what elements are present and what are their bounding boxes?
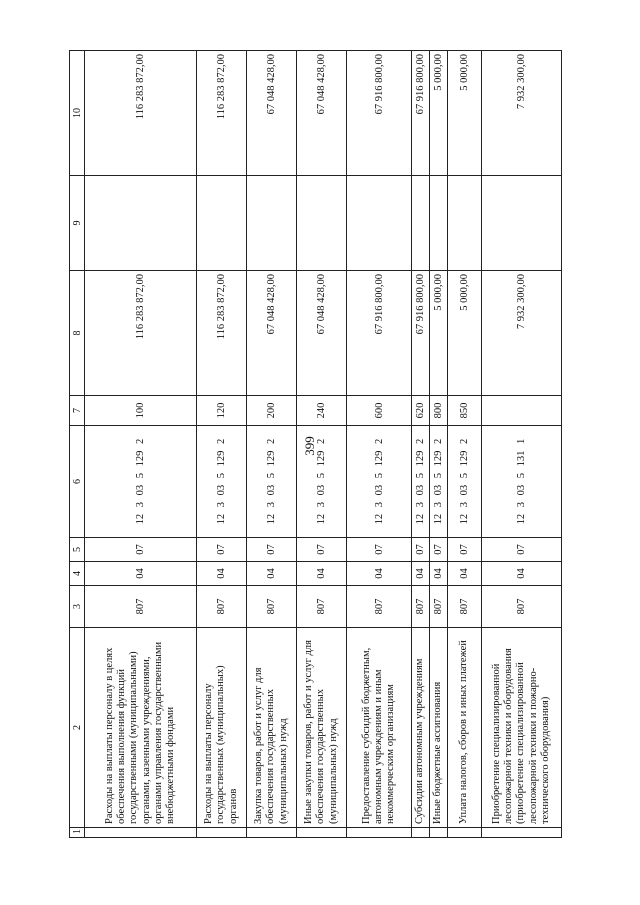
table-row bbox=[347, 51, 412, 838]
budget-table-rotated bbox=[69, 51, 551, 838]
col-header-8: 8 bbox=[70, 271, 85, 396]
cell-target-article: 12 3 03 5 129 2 bbox=[448, 426, 482, 538]
cell-total: 67 916 800,00 bbox=[347, 51, 412, 176]
cell-subsection: 07 bbox=[482, 538, 562, 562]
cell-description: Приобретение специализированной лесопожарной техники и оборудования (приобретение специализированной лесопожарной техники и пожарно-технического оборудования) bbox=[482, 628, 562, 828]
cell-col1 bbox=[197, 828, 247, 838]
table-row bbox=[297, 51, 347, 838]
cell-total: 116 283 872,00 bbox=[85, 51, 197, 176]
cell-ministry: 807 bbox=[448, 586, 482, 628]
cell-ministry: 807 bbox=[197, 586, 247, 628]
cell-total: 5 000,00 bbox=[430, 51, 448, 176]
cell-ministry: 807 bbox=[347, 586, 412, 628]
cell-amount-col9 bbox=[430, 176, 448, 271]
cell-description: Расходы на выплаты персоналу государственных (муниципальных) органов bbox=[197, 628, 247, 828]
table-row bbox=[247, 51, 297, 838]
col-header-1: 1 bbox=[70, 828, 85, 838]
cell-target-article: 12 3 03 5 129 2 bbox=[412, 426, 430, 538]
cell-subsection: 07 bbox=[347, 538, 412, 562]
cell-ministry: 807 bbox=[85, 586, 197, 628]
cell-expense-type: 600 bbox=[347, 396, 412, 426]
cell-col1 bbox=[297, 828, 347, 838]
cell-amount-col9 bbox=[448, 176, 482, 271]
cell-expense-type: 800 bbox=[430, 396, 448, 426]
cell-amount: 67 916 800,00 bbox=[347, 271, 412, 396]
cell-amount: 67 916 800,00 bbox=[412, 271, 430, 396]
cell-amount-col9 bbox=[347, 176, 412, 271]
cell-total: 7 932 300,00 bbox=[482, 51, 562, 176]
cell-amount: 67 048 428,00 bbox=[247, 271, 297, 396]
cell-ministry: 807 bbox=[247, 586, 297, 628]
cell-subsection: 07 bbox=[448, 538, 482, 562]
cell-expense-type: 850 bbox=[448, 396, 482, 426]
cell-section: 04 bbox=[430, 562, 448, 586]
col-header-7: 7 bbox=[70, 396, 85, 426]
cell-col1 bbox=[448, 828, 482, 838]
cell-total: 67 916 800,00 bbox=[412, 51, 430, 176]
cell-amount-col9 bbox=[412, 176, 430, 271]
cell-amount-col9 bbox=[297, 176, 347, 271]
cell-expense-type bbox=[482, 396, 562, 426]
cell-amount: 5 000,00 bbox=[448, 271, 482, 396]
cell-description: Закупка товаров, работ и услуг для обеспечения государственных (муниципальных) нужд bbox=[247, 628, 297, 828]
cell-expense-type: 620 bbox=[412, 396, 430, 426]
col-header-3: 3 bbox=[70, 586, 85, 628]
cell-amount: 67 048 428,00 bbox=[297, 271, 347, 396]
cell-description: Субсидии автономным учреждениям bbox=[412, 628, 430, 828]
cell-amount-col9 bbox=[247, 176, 297, 271]
cell-description: Расходы на выплаты персоналу в целях обеспечения выполнения функций государственными (муниципальными) органами, казенными учреждениями, органами управления государственными внебюджетными фондами bbox=[85, 628, 197, 828]
header-row bbox=[70, 51, 85, 838]
cell-description: Иные бюджетные ассигнования bbox=[430, 628, 448, 828]
cell-target-article: 12 3 03 5 129 2 bbox=[297, 426, 347, 538]
table-row bbox=[448, 51, 482, 838]
col-header-9: 9 bbox=[70, 176, 85, 271]
col-header-2: 2 bbox=[70, 628, 85, 828]
cell-section: 04 bbox=[297, 562, 347, 586]
cell-amount-col9 bbox=[482, 176, 562, 271]
table-row bbox=[197, 51, 247, 838]
cell-section: 04 bbox=[482, 562, 562, 586]
cell-expense-type: 120 bbox=[197, 396, 247, 426]
cell-section: 04 bbox=[412, 562, 430, 586]
budget-table bbox=[69, 50, 562, 838]
cell-total: 5 000,00 bbox=[448, 51, 482, 176]
cell-amount: 5 000,00 bbox=[430, 271, 448, 396]
cell-description: Уплата налогов, сборов и иных платежей bbox=[448, 628, 482, 828]
cell-section: 04 bbox=[85, 562, 197, 586]
cell-col1 bbox=[85, 828, 197, 838]
col-header-5: 5 bbox=[70, 538, 85, 562]
table-row bbox=[482, 51, 562, 838]
cell-amount-col9 bbox=[85, 176, 197, 271]
cell-amount: 116 283 872,00 bbox=[85, 271, 197, 396]
cell-total: 67 048 428,00 bbox=[247, 51, 297, 176]
cell-amount: 7 932 300,00 bbox=[482, 271, 562, 396]
cell-col1 bbox=[347, 828, 412, 838]
cell-target-article: 12 3 03 5 129 2 bbox=[347, 426, 412, 538]
cell-section: 04 bbox=[247, 562, 297, 586]
cell-total: 116 283 872,00 bbox=[197, 51, 247, 176]
cell-expense-type: 240 bbox=[297, 396, 347, 426]
cell-expense-type: 100 bbox=[85, 396, 197, 426]
cell-col1 bbox=[412, 828, 430, 838]
col-header-10: 10 bbox=[70, 51, 85, 176]
col-header-6: 6 bbox=[70, 426, 85, 538]
cell-col1 bbox=[430, 828, 448, 838]
cell-ministry: 807 bbox=[482, 586, 562, 628]
cell-ministry: 807 bbox=[297, 586, 347, 628]
cell-total: 67 048 428,00 bbox=[297, 51, 347, 176]
table-row bbox=[85, 51, 197, 838]
cell-amount: 116 283 872,00 bbox=[197, 271, 247, 396]
cell-target-article: 12 3 03 5 129 2 bbox=[430, 426, 448, 538]
cell-subsection: 07 bbox=[412, 538, 430, 562]
cell-description: Предоставление субсидий бюджетным, автономным учреждениям и иным некоммерческим организациям bbox=[347, 628, 412, 828]
cell-section: 04 bbox=[347, 562, 412, 586]
cell-subsection: 07 bbox=[85, 538, 197, 562]
table-row bbox=[430, 51, 448, 838]
cell-section: 04 bbox=[197, 562, 247, 586]
cell-subsection: 07 bbox=[297, 538, 347, 562]
page-number: 399 bbox=[301, 436, 317, 456]
cell-target-article: 12 3 03 5 131 1 bbox=[482, 426, 562, 538]
cell-ministry: 807 bbox=[430, 586, 448, 628]
cell-subsection: 07 bbox=[197, 538, 247, 562]
cell-description: Иные закупки товаров, работ и услуг для обеспечения государственных (муниципальных) нужд bbox=[297, 628, 347, 828]
cell-amount-col9 bbox=[197, 176, 247, 271]
cell-section: 04 bbox=[448, 562, 482, 586]
cell-col1 bbox=[247, 828, 297, 838]
cell-target-article: 12 3 03 5 129 2 bbox=[247, 426, 297, 538]
table-row bbox=[412, 51, 430, 838]
cell-subsection: 07 bbox=[247, 538, 297, 562]
cell-ministry: 807 bbox=[412, 586, 430, 628]
cell-col1 bbox=[482, 828, 562, 838]
cell-target-article: 12 3 03 5 129 2 bbox=[197, 426, 247, 538]
cell-subsection: 07 bbox=[430, 538, 448, 562]
cell-expense-type: 200 bbox=[247, 396, 297, 426]
cell-target-article: 12 3 03 5 129 2 bbox=[85, 426, 197, 538]
col-header-4: 4 bbox=[70, 562, 85, 586]
